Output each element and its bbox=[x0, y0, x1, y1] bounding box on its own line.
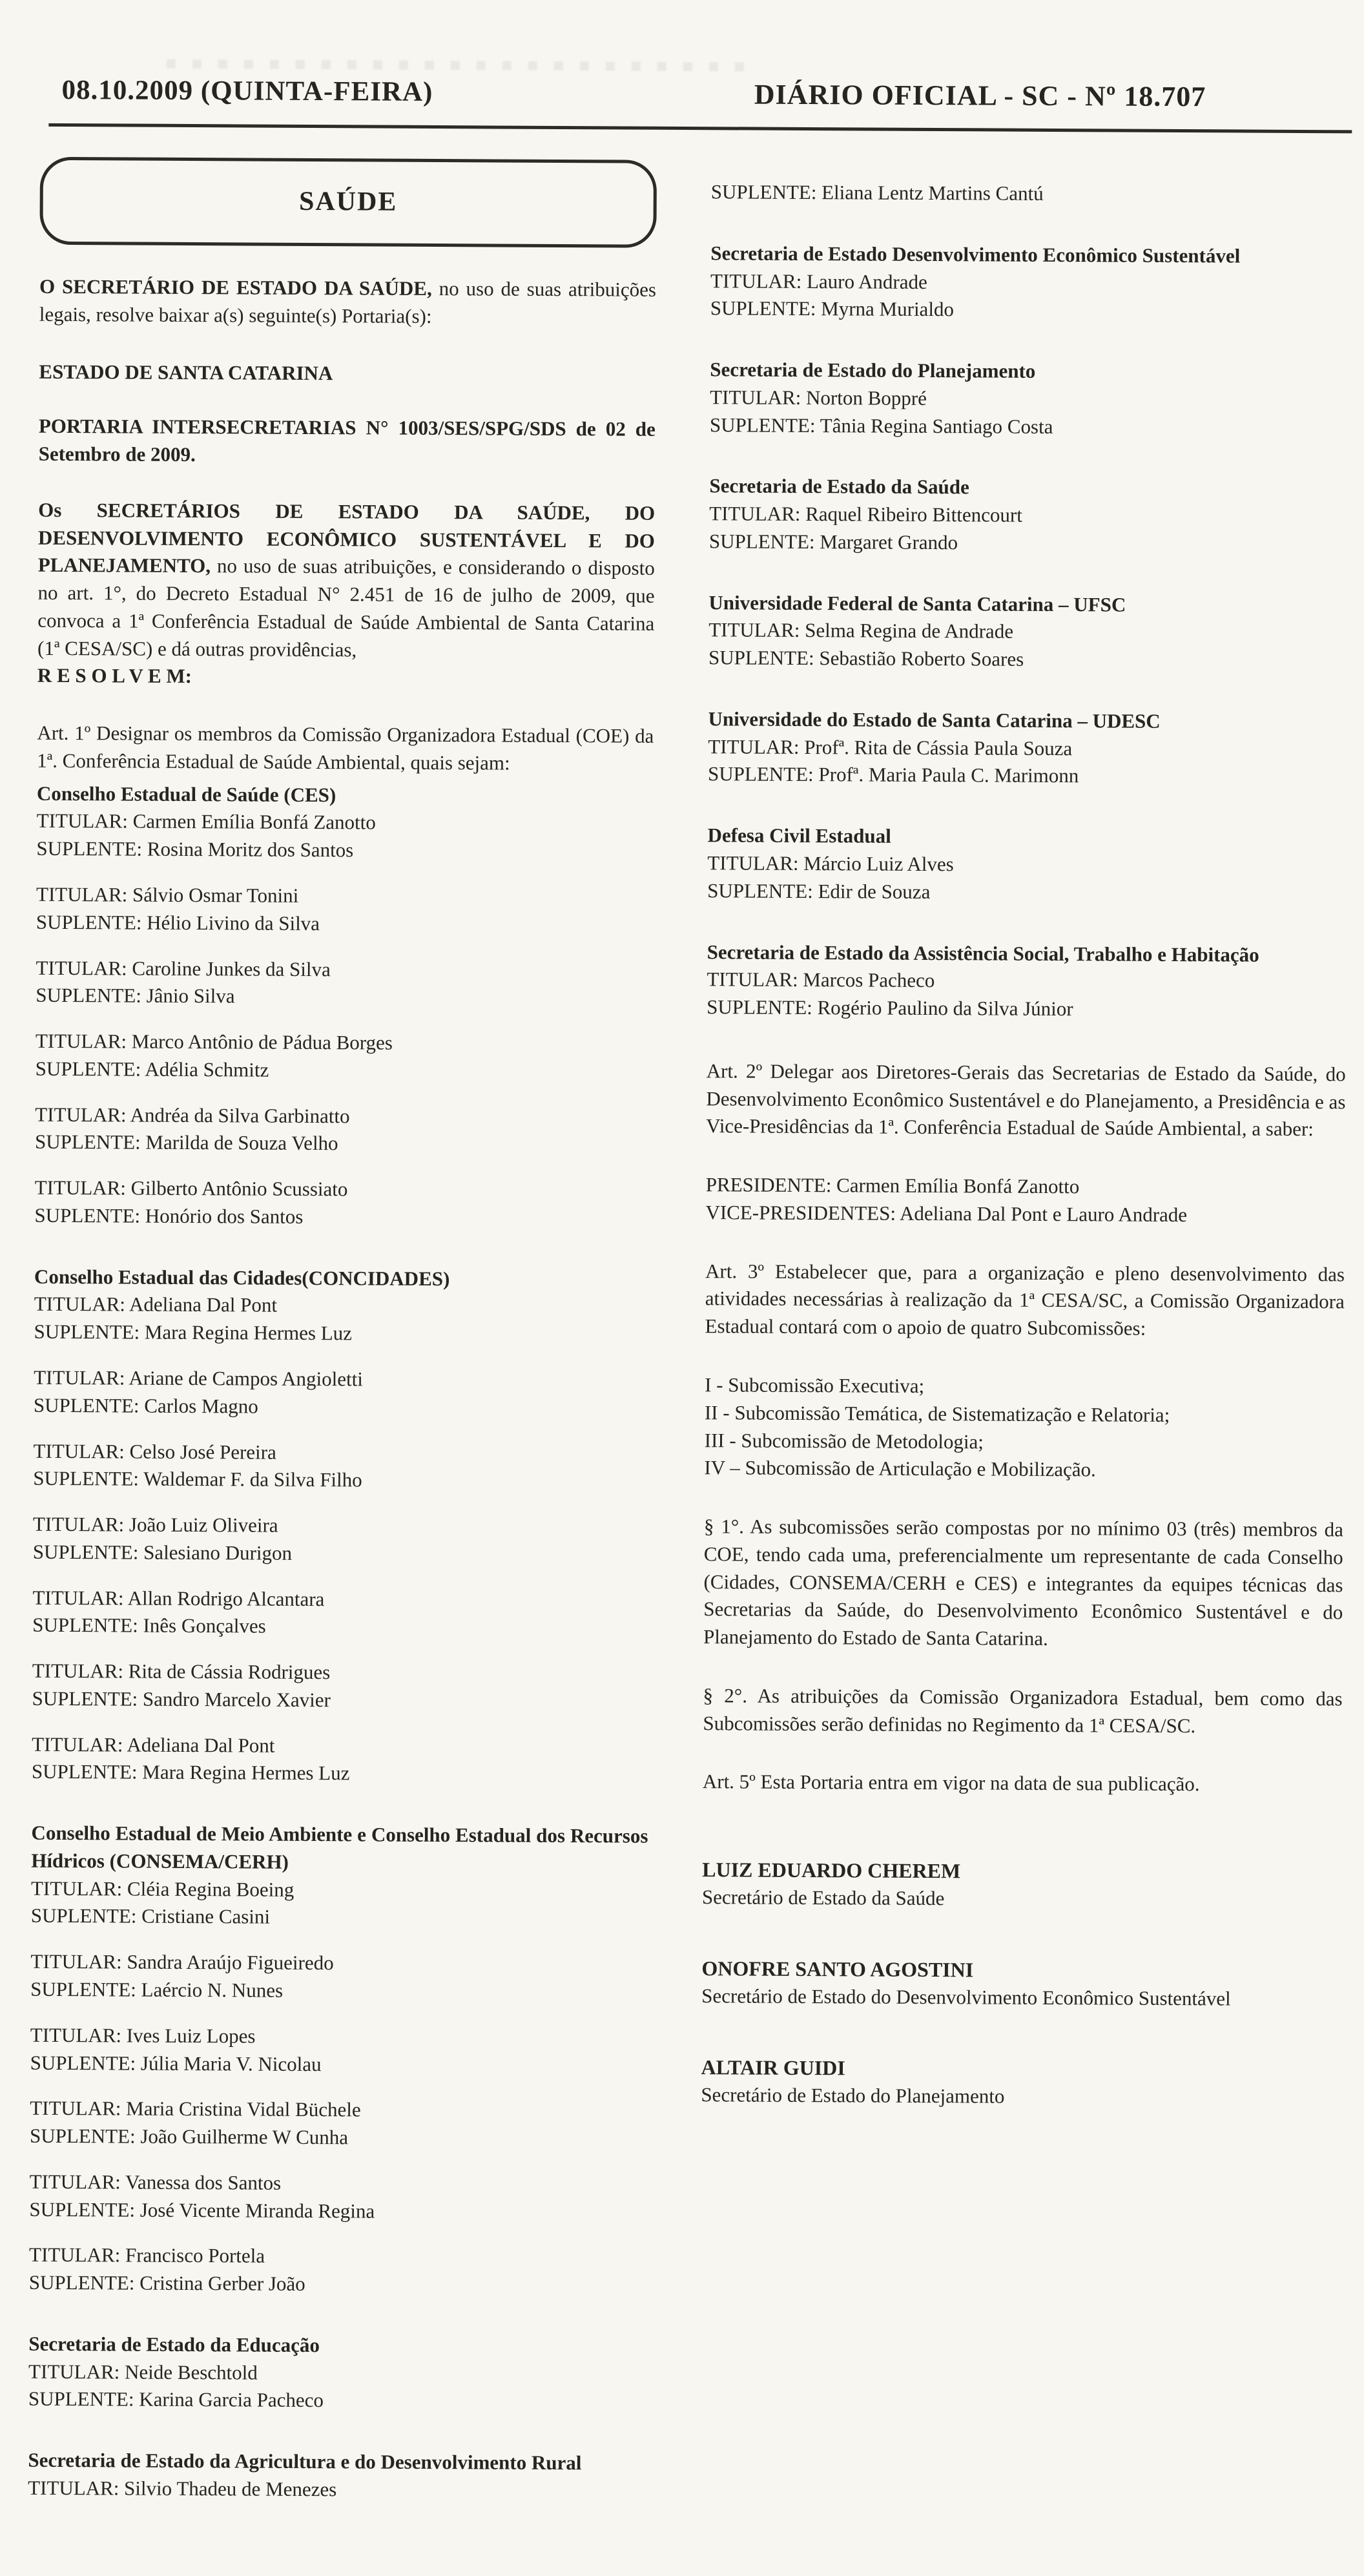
member-group bbox=[29, 1820, 648, 2300]
group-heading: Secretaria de Estado da Saúde bbox=[709, 474, 969, 499]
member-line: TITULAR: Neide Beschtold bbox=[28, 2360, 258, 2384]
article-2: Art. 2º Delegar aos Diretores-Gerais das Secretarias de Estado da Saúde, do Desenvolvimento Econômico Sustentável e do Planejamento, a Presidência e as Vice-Presidências da 1ª. Conferência Estadual de Saúde Ambiental, a saber: bbox=[706, 1059, 1346, 1141]
left-member-groups bbox=[28, 780, 654, 2505]
member-pair bbox=[709, 500, 1348, 559]
member-pair bbox=[708, 617, 1348, 676]
preamble-paragraph bbox=[37, 497, 655, 666]
articles-section bbox=[701, 1057, 1346, 2112]
group-heading: Conselho Estadual das Cidades(CONCIDADES) bbox=[34, 1265, 450, 1290]
member-pair bbox=[36, 807, 653, 866]
signature-role: Secretário de Estado da Saúde bbox=[701, 1885, 945, 1910]
signature-name: LUIZ EDUARDO CHEREM bbox=[702, 1858, 961, 1883]
member-pair bbox=[708, 733, 1347, 792]
member-line: TITULAR: Caroline Junkes da Silva bbox=[36, 956, 331, 981]
member-line: SUPLENTE: Laércio N. Nunes bbox=[30, 1977, 284, 2002]
member-pair bbox=[30, 2021, 647, 2080]
member-line: SUPLENTE: Hélio Livino da Silva bbox=[36, 910, 320, 935]
intro-lead: O SECRETÁRIO DE ESTADO DA SAÚDE, bbox=[39, 275, 432, 300]
subcommission-item: II - Subcomissão Temática, de Sistematização e Relatoria; bbox=[704, 1400, 1170, 1426]
member-line: SUPLENTE: Honório dos Santos bbox=[34, 1203, 304, 1228]
member-pair bbox=[28, 2358, 645, 2416]
member-line: TITULAR: Silvio Thadeu de Menezes bbox=[28, 2476, 337, 2501]
member-group bbox=[710, 356, 1350, 442]
preamble-lead: Os SECRETÁRIOS DE ESTADO DA SAÚDE, DO DESENVOLVIMENTO ECONÔMICO SUSTENTÁVEL E DO PLANEJAMENTO, bbox=[37, 498, 656, 577]
vice-presidentes-line: VICE-PRESIDENTES: Adeliana Dal Pont e Lauro Andrade bbox=[705, 1201, 1188, 1227]
member-line: TITULAR: Celso José Pereira bbox=[33, 1439, 276, 1464]
member-line: TITULAR: Ives Luiz Lopes bbox=[30, 2023, 256, 2048]
member-group bbox=[708, 705, 1348, 791]
member-pair bbox=[34, 1291, 650, 1349]
masthead-title: DIÁRIO OFICIAL - SC - Nº 18.707 bbox=[754, 78, 1206, 113]
signature-block bbox=[702, 1855, 1341, 1915]
portaria-title: PORTARIA INTERSECRETARIAS N° 1003/SES/SPG/SDS de 02 de Setembro de 2009. bbox=[38, 415, 656, 466]
member-group bbox=[710, 240, 1350, 326]
member-line: TITULAR: Adeliana Dal Pont bbox=[34, 1293, 278, 1317]
member-line: TITULAR: Gilberto Antônio Scussiato bbox=[34, 1176, 348, 1201]
member-line: TITULAR: Profª. Rita de Cássia Paula Souza bbox=[708, 734, 1073, 760]
group-heading: Secretaria de Estado da Agricultura e do Desenvolvimento Rural bbox=[28, 2448, 582, 2475]
member-line: SUPLENTE: Waldemar F. da Silva Filho bbox=[33, 1467, 362, 1491]
member-pair bbox=[33, 1511, 650, 1570]
article-3: Art. 3º Estabelecer que, para a organização e pleno desenvolvimento das atividades necessárias à realização da 1ª CESA/SC, a Comissão Organizadora Estadual contará com o apoio de quatro Subcomissões: bbox=[705, 1259, 1345, 1340]
member-pair bbox=[710, 267, 1350, 326]
member-group bbox=[709, 473, 1349, 559]
member-group bbox=[28, 2331, 646, 2416]
group-heading: Secretaria de Estado da Educação bbox=[28, 2332, 320, 2356]
member-line: SUPLENTE: Salesiano Durigon bbox=[32, 1540, 293, 1564]
member-line: SUPLENTE: Edir de Souza bbox=[707, 878, 931, 903]
member-group bbox=[32, 1263, 651, 1789]
member-line: SUPLENTE: Carlos Magno bbox=[33, 1393, 258, 1418]
member-line: SUPLENTE: Rogério Paulino da Silva Júnior bbox=[707, 995, 1073, 1021]
preamble-rest: no uso de suas atribuições, e considerando o disposto no art. 1°, do Decreto Estadual N° 2.451 de 16 de julho de 2009, que convoca a 1ª Conferência Estadual de Saúde Ambiental de Santa Catarina (1ª CESA/SC) e dá outras providências, bbox=[37, 554, 655, 661]
member-pair bbox=[30, 2095, 646, 2154]
member-line: TITULAR: Rita de Cássia Rodrigues bbox=[32, 1659, 331, 1684]
member-group bbox=[707, 939, 1347, 1024]
intro-paragraph bbox=[39, 273, 656, 332]
group-heading: Universidade do Estado de Santa Catarina – UDESC bbox=[708, 707, 1161, 732]
member-pair bbox=[29, 2168, 646, 2227]
member-line: TITULAR: Allan Rodrigo Alcantara bbox=[32, 1586, 325, 1610]
member-line: TITULAR: Sandra Araújo Figueiredo bbox=[30, 1949, 334, 1975]
member-pair bbox=[34, 1174, 651, 1233]
member-line: TITULAR: Cléia Regina Boeing bbox=[30, 1876, 294, 1901]
member-pair bbox=[710, 384, 1349, 442]
member-line: SUPLENTE: Marilda de Souza Velho bbox=[34, 1130, 338, 1155]
group-heading: Secretaria de Estado Desenvolvimento Econômico Sustentável bbox=[710, 241, 1241, 267]
member-line: SUPLENTE: Margaret Grando bbox=[708, 530, 958, 554]
member-pair bbox=[35, 1101, 652, 1159]
member-group bbox=[28, 2447, 645, 2506]
article-1: Art. 1º Designar os membros da Comissão Organizadora Estadual (COE) da 1ª. Conferência Estadual de Saúde Ambiental, quais sejam: bbox=[37, 721, 654, 774]
member-pair bbox=[31, 1875, 648, 1933]
intro-rest: no uso de suas atribuições legais, resolve baixar a(s) seguinte(s) Portaria(s): bbox=[39, 276, 657, 327]
member-group bbox=[34, 780, 654, 1232]
member-line: SUPLENTE: José Vicente Miranda Regina bbox=[29, 2197, 375, 2223]
left-column bbox=[28, 157, 657, 2506]
member-line: SUPLENTE: Tânia Regina Santiago Costa bbox=[709, 413, 1053, 438]
article-5: Art. 5º Esta Portaria entra em vigor na data de sua publicação. bbox=[702, 1770, 1200, 1796]
member-group bbox=[708, 589, 1348, 675]
member-pair bbox=[707, 966, 1346, 1025]
signature-name: ALTAIR GUIDI bbox=[701, 2055, 845, 2080]
member-line: SUPLENTE: Mara Regina Hermes Luz bbox=[34, 1320, 353, 1345]
member-line: TITULAR: Márcio Luiz Alves bbox=[707, 851, 954, 876]
member-pair bbox=[28, 2475, 645, 2506]
member-line: SUPLENTE: Júlia Maria V. Nicolau bbox=[30, 2051, 322, 2075]
member-pair bbox=[30, 1948, 647, 2007]
member-line: TITULAR: Carmen Emília Bonfá Zanotto bbox=[36, 809, 376, 834]
scan-artifact bbox=[167, 59, 748, 72]
signature-name: ONOFRE SANTO AGOSTINI bbox=[701, 1957, 974, 1982]
member-line: SUPLENTE: Mara Regina Hermes Luz bbox=[31, 1760, 350, 1785]
member-line: TITULAR: Marco Antônio de Pádua Borges bbox=[35, 1029, 393, 1054]
member-pair bbox=[32, 1730, 648, 1789]
member-line: TITULAR: Selma Regina de Andrade bbox=[708, 618, 1014, 643]
member-group bbox=[707, 822, 1347, 908]
group-heading: Defesa Civil Estadual bbox=[707, 824, 891, 847]
member-pair bbox=[36, 954, 652, 1013]
member-pair bbox=[33, 1437, 650, 1496]
presidente-line: PRESIDENTE: Carmen Emília Bonfá Zanotto bbox=[705, 1173, 1080, 1198]
signature-block bbox=[701, 1954, 1341, 2013]
signature-block bbox=[701, 2053, 1340, 2112]
signature-role: Secretário de Estado do Desenvolvimento Econômico Sustentável bbox=[701, 1984, 1231, 2010]
member-pair bbox=[32, 1657, 648, 1716]
member-line: TITULAR: Vanessa dos Santos bbox=[29, 2170, 282, 2194]
subcommission-list bbox=[704, 1371, 1344, 1485]
member-pair bbox=[34, 1364, 650, 1423]
member-line: TITULAR: Lauro Andrade bbox=[710, 269, 927, 293]
member-line: SUPLENTE: Karina Garcia Pacheco bbox=[28, 2387, 324, 2412]
member-pair bbox=[711, 178, 1350, 209]
section-banner bbox=[39, 157, 657, 248]
member-line: TITULAR: Raquel Ribeiro Bittencourt bbox=[709, 502, 1022, 526]
member-pair bbox=[36, 1028, 652, 1086]
member-line: TITULAR: Ariane de Campos Angioletti bbox=[34, 1366, 363, 1391]
subcommission-item: I - Subcomissão Executiva; bbox=[705, 1373, 925, 1397]
member-pair bbox=[36, 881, 653, 940]
group-heading: Secretaria de Estado do Planejamento bbox=[710, 358, 1036, 382]
member-line: SUPLENTE: Sebastião Roberto Soares bbox=[708, 646, 1024, 670]
member-line: SUPLENTE: Adélia Schmitz bbox=[35, 1057, 269, 1081]
masthead-date: 08.10.2009 (QUINTA-FEIRA) bbox=[61, 74, 433, 107]
paragraph-1: § 1°. As subcomissões serão compostas por no mínimo 03 (três) membros da COE, tendo cada uma, preferencialmente um representante de cada Conselho (Cidades, CONSEMA/CERH e CES) e integrantes da equipes técnicas das Secretarias da Saúde, do Desenvolvimento Econômico Sustentável e do Planejamento do Estado de Santa Catarina. bbox=[703, 1515, 1344, 1650]
group-heading: Conselho Estadual de Meio Ambiente e Conselho Estadual dos Recursos Hídricos (CONSEMA/CERH) bbox=[31, 1821, 648, 1873]
resolve-line: R E S O L V E M: bbox=[37, 664, 192, 688]
member-line: SUPLENTE: Cristiane Casini bbox=[30, 1904, 271, 1929]
right-member-groups bbox=[707, 178, 1350, 1024]
group-heading: Universidade Federal de Santa Catarina – UFSC bbox=[708, 590, 1126, 616]
group-heading: Secretaria de Estado da Assistência Social, Trabalho e Habitação bbox=[707, 940, 1259, 966]
member-line: SUPLENTE: João Guilherme W Cunha bbox=[29, 2124, 349, 2149]
member-line: TITULAR: Maria Cristina Vidal Büchele bbox=[30, 2097, 361, 2121]
member-pair bbox=[707, 849, 1347, 908]
subcommission-item: III - Subcomissão de Metodologia; bbox=[704, 1428, 984, 1453]
member-line: SUPLENTE: Eliana Lentz Martins Cantú bbox=[710, 180, 1044, 205]
member-pair bbox=[29, 2241, 646, 2300]
member-line: TITULAR: Francisco Portela bbox=[28, 2243, 265, 2267]
right-column bbox=[701, 160, 1350, 2112]
member-line: TITULAR: Norton Boppré bbox=[710, 386, 927, 410]
member-line: SUPLENTE: Jânio Silva bbox=[36, 984, 235, 1008]
paragraph-2: § 2°. As atribuições da Comissão Organizadora Estadual, bem como das Subcomissões serão definidas no Regimento da 1ª CESA/SC. bbox=[703, 1684, 1343, 1737]
state-title: ESTADO DE SANTA CATARINA bbox=[39, 360, 333, 384]
member-line: SUPLENTE: Inês Gonçalves bbox=[32, 1614, 266, 1637]
member-line: TITULAR: Marcos Pacheco bbox=[707, 968, 935, 992]
signature-role: Secretário de Estado do Planejamento bbox=[701, 2083, 1005, 2108]
member-line: TITULAR: João Luiz Oliveira bbox=[32, 1512, 278, 1537]
group-heading: Conselho Estadual de Saúde (CES) bbox=[36, 782, 336, 806]
member-line: SUPLENTE: Myrna Murialdo bbox=[710, 296, 955, 321]
member-line: TITULAR: Adeliana Dal Pont bbox=[32, 1732, 275, 1757]
presidency-block bbox=[705, 1171, 1345, 1230]
member-line: TITULAR: Andréa da Silva Garbinatto bbox=[35, 1103, 350, 1127]
member-line: SUPLENTE: Profª. Maria Paula C. Marimonn bbox=[707, 762, 1079, 787]
member-line: SUPLENTE: Rosina Moritz dos Santos bbox=[36, 837, 354, 862]
member-line: TITULAR: Sálvio Osmar Tonini bbox=[36, 882, 299, 907]
member-group bbox=[711, 178, 1350, 209]
member-line: SUPLENTE: Sandro Marcelo Xavier bbox=[32, 1687, 331, 1712]
section-banner-label: SAÚDE bbox=[298, 186, 398, 217]
masthead-divider bbox=[48, 123, 1352, 134]
member-line: SUPLENTE: Cristina Gerber João bbox=[28, 2270, 305, 2296]
subcommission-item: IV – Subcomissão de Articulação e Mobilização. bbox=[704, 1456, 1096, 1481]
member-pair bbox=[32, 1584, 649, 1643]
